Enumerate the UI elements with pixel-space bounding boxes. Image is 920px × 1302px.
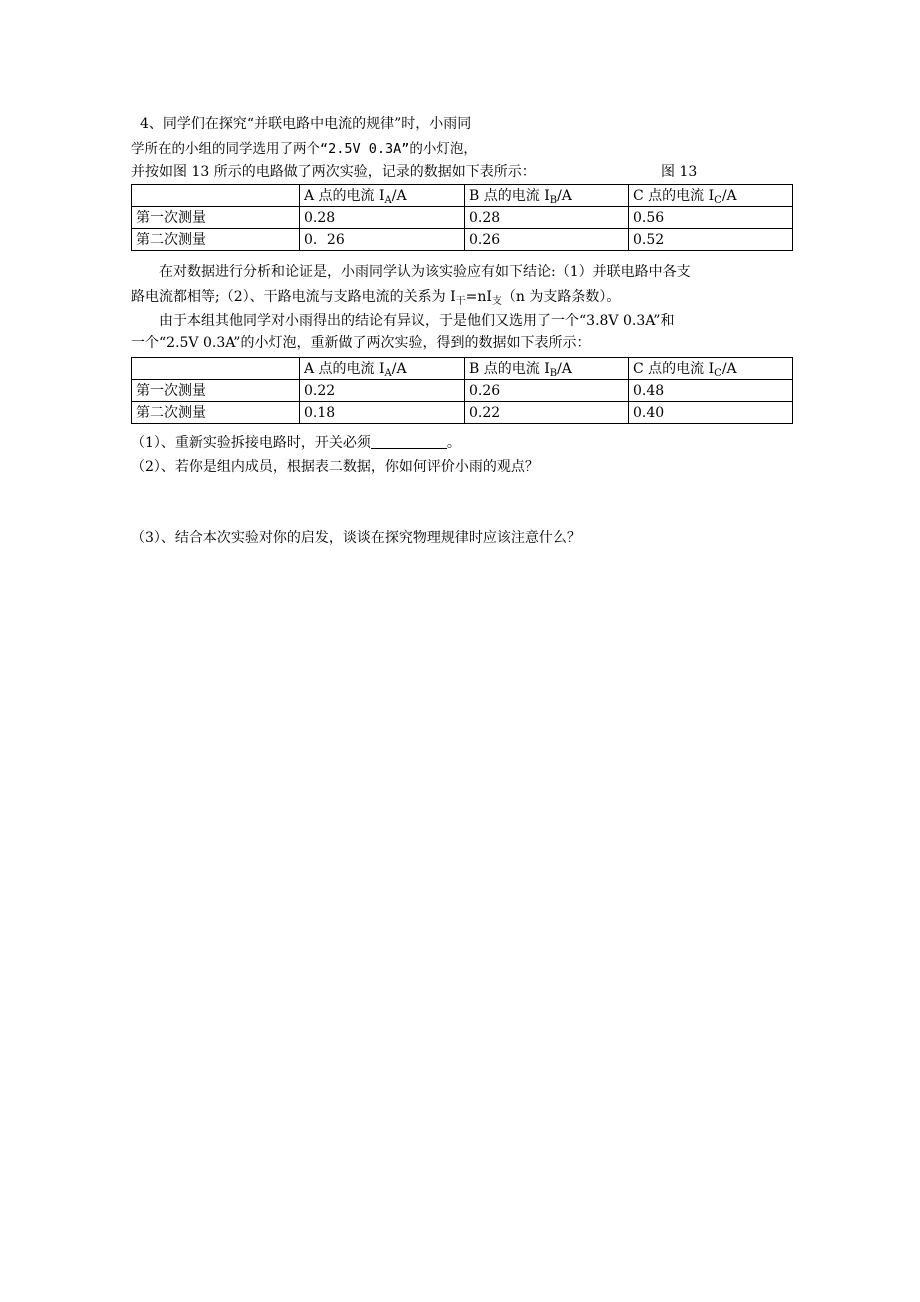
table-1 bbox=[131, 184, 793, 251]
analysis-text-c: （n 为支路条数）。 bbox=[501, 289, 621, 305]
table-1-header-cell-0 bbox=[132, 185, 300, 207]
analysis-line-2 bbox=[131, 287, 620, 307]
table-2-header-cell-c: C 点的电流 $I_C/A$ bbox=[629, 358, 793, 380]
analysis-text-b: =nI bbox=[465, 289, 492, 305]
analysis-sub-zhi: 支 bbox=[491, 296, 502, 307]
table-row bbox=[132, 380, 793, 402]
table-cell: 第一次测量 bbox=[132, 207, 300, 229]
answer-blank[interactable] bbox=[371, 434, 447, 449]
analysis-text-a: 路电流都相等;（2）、干路电流与支路电流的关系为 I bbox=[131, 289, 456, 305]
table-cell: 0.28 bbox=[300, 207, 465, 229]
intro-line-1: 4、同学们在探究“并联电路中电流的规律”时，小雨同 bbox=[140, 116, 472, 132]
table-2-header-cell-0 bbox=[132, 358, 300, 380]
table-2-header-cell-a: A 点的电流 $I_A/A$ bbox=[300, 358, 465, 380]
table-cell: 0.28 bbox=[465, 207, 629, 229]
table-cell: 第一次测量 bbox=[132, 380, 300, 402]
table-cell: 0.22 bbox=[465, 402, 629, 424]
intro-line-3: 并按如图 13 所示的电路做了两次实验，记录的数据如下表所示： bbox=[131, 164, 536, 180]
table-2 bbox=[131, 357, 793, 424]
question-3: （3）、结合本次实验对你的启发，谈谈在探究物理规律时应该注意什么？ bbox=[131, 530, 581, 546]
table-row bbox=[132, 229, 793, 251]
table-2-header-cell-b: B 点的电流 $I_B/A$ bbox=[465, 358, 629, 380]
table-cell: 第二次测量 bbox=[132, 229, 300, 251]
table-cell: 第二次测量 bbox=[132, 402, 300, 424]
question-1 bbox=[131, 433, 461, 453]
table-cell: 0.22 bbox=[300, 380, 465, 402]
table-row bbox=[132, 207, 793, 229]
question-2: （2）、若你是组内成员，根据表二数据，你如何评价小雨的观点？ bbox=[131, 459, 539, 475]
analysis-line-1: 在对数据进行分析和论证是，小雨同学认为该实验应有如下结论:（1）并联电路中各支 bbox=[159, 264, 691, 280]
table-cell: 0.52 bbox=[629, 229, 793, 251]
table-cell: 0.56 bbox=[629, 207, 793, 229]
dispute-line-2: 一个“2.5V 0.3A”的小灯泡，重新做了两次实验，得到的数据如下表所示： bbox=[131, 335, 591, 351]
table-cell: 0.18 bbox=[300, 402, 465, 424]
question-1-end: 。 bbox=[446, 435, 461, 451]
dispute-line-1: 由于本组其他同学对小雨得出的结论有异议，于是他们又选用了一个“3.8V 0.3A”和 bbox=[159, 313, 675, 329]
figure-label: 图 13 bbox=[661, 164, 698, 180]
question-1-text: （1）、重新实验拆接电路时，开关必须 bbox=[131, 435, 371, 451]
table-cell: 0.26 bbox=[465, 380, 629, 402]
table-cell: 0.40 bbox=[629, 402, 793, 424]
intro-line-2: 学所在的小组的同学选用了两个“2.5V 0.3A”的小灯泡， bbox=[131, 141, 477, 157]
table-cell: 0.26 bbox=[465, 229, 629, 251]
table-cell: 0.48 bbox=[629, 380, 793, 402]
table-1-header-row bbox=[132, 185, 793, 207]
table-row bbox=[132, 402, 793, 424]
analysis-sub-gan: 干 bbox=[455, 296, 466, 307]
table-1-header-cell-b: B 点的电流 $I_B/A$ bbox=[465, 185, 629, 207]
table-1-header-cell-c: C 点的电流 $I_C/A$ bbox=[629, 185, 793, 207]
table-cell: 0．26 bbox=[300, 229, 465, 251]
table-2-header-row bbox=[132, 358, 793, 380]
table-1-header-cell-a: A 点的电流 $I_A/A$ bbox=[300, 185, 465, 207]
